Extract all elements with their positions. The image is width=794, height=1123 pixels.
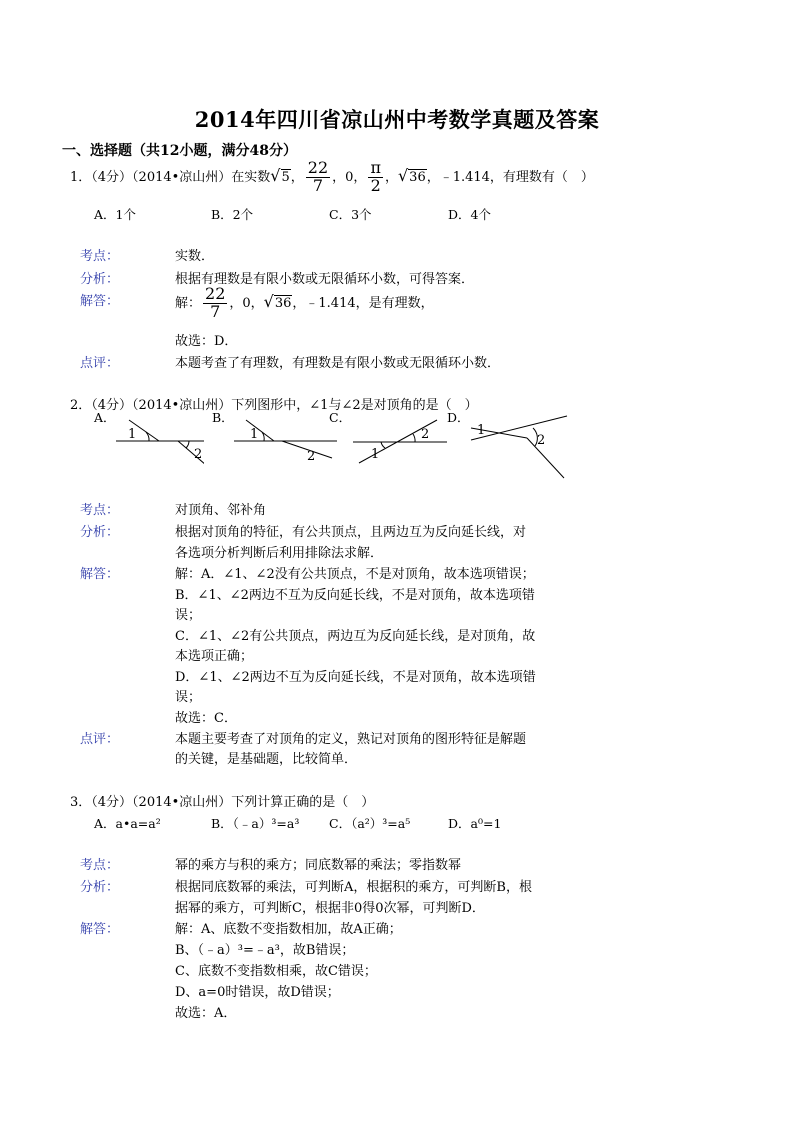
angle-1-label: 1 (371, 447, 380, 462)
q1-jieda-label: 解答： (80, 294, 120, 309)
angle-2-label: 2 (194, 447, 203, 462)
figure-b-letter: B． (212, 410, 234, 425)
option-a: A．a•a=a² (94, 816, 161, 831)
page-title: 2014年四川省凉山州中考数学真题及答案 (194, 107, 600, 132)
q2-fenxi-line-1: 根据对顶角的特征，有公共顶点，且两边互为反向延长线，对 (175, 525, 527, 540)
q2-dianping-line-1: 本题主要考查了对顶角的定义，熟记对顶角的图形特征是解题 (175, 732, 527, 747)
q1-dianping: 本题考查了有理数，有理数是有限小数或无限循环小数． (175, 356, 501, 371)
figure-c (329, 408, 451, 468)
q2-dianping-label: 点评： (80, 732, 120, 747)
section-title: 一、选择题（共12小题，满分48分） (62, 143, 297, 159)
q1-kaodian: 实数． (175, 249, 215, 264)
q3-fenxi-label: 分析： (80, 880, 120, 895)
option-c: C．（a²）³=a⁵ (329, 816, 411, 831)
q2-dianping-line-2: 的关键，是基础题，比较简单． (175, 752, 358, 767)
question-1-stem: 1．（4分）（2014•凉山州）在实数√5， $\frac{22}{7}$ ，0， $\frac{\pi}{2}$ ，√36，﹣1.414，有理数有（ ） (70, 158, 594, 195)
q1-fenxi-label: 分析： (80, 272, 120, 287)
q1-dianping-label: 点评： (80, 356, 120, 371)
figure-a (94, 408, 204, 468)
q2-jieda-line: 解：A．∠1、∠2没有公共顶点，不是对顶角，故本选项错误； (175, 567, 535, 582)
q3-kaodian-label: 考点： (80, 858, 120, 873)
figure-b (212, 408, 337, 468)
q2-jieda-line: 本选项正确； (175, 649, 254, 664)
q1-fenxi: 根据有理数是有限小数或无限循环小数，可得答案． (175, 272, 475, 287)
q2-fenxi-label: 分析： (80, 525, 120, 540)
q1-kaodian-label: 考点： (80, 249, 120, 264)
angle-1-label: 1 (128, 427, 137, 442)
q1-jieda: 解： $\frac{22}{7}$ ，0，√36，﹣1.414，是有理数， (175, 284, 434, 321)
option-c: C．3个 (329, 207, 372, 222)
q3-fenxi-line-2: 据幂的乘方，可判断C，根据非0得0次幂，可判断D． (175, 901, 485, 916)
q3-jieda-line: D、a=0时错误，故D错误； (175, 985, 340, 1000)
figure-b-drawing (212, 408, 337, 468)
q1-jieda-choice: 故选：D． (175, 334, 238, 349)
angle-2-label: 2 (421, 427, 430, 442)
q3-jieda-line: B、（﹣a）³=﹣a³，故B错误； (175, 943, 355, 958)
angle-2-label: 2 (537, 433, 546, 448)
figure-d (447, 408, 572, 484)
figure-c-letter: C． (329, 410, 352, 425)
q2-jieda-line: D．∠1、∠2两边不互为反向延长线，不是对顶角，故本选项错 (175, 670, 536, 685)
q3-kaodian: 幂的乘方与积的乘方；同底数幂的乘法；零指数幂 (175, 858, 462, 873)
angle-1-label: 1 (477, 423, 486, 438)
figure-a-letter: A． (94, 410, 116, 425)
q3-jieda-line: C、底数不变指数相乘，故C错误； (175, 964, 377, 979)
figure-d-drawing (447, 408, 572, 484)
option-b: B．（﹣a）³=a³ (211, 816, 300, 831)
q2-jieda-line: 误； (175, 690, 202, 705)
option-d: D．4个 (448, 207, 491, 222)
figure-c-drawing (329, 408, 451, 468)
q2-jieda-line: C．∠1、∠2有公共顶点，两边互为反向延长线，是对顶角，故 (175, 629, 536, 644)
question-3-stem: 3．（4分）（2014•凉山州）下列计算正确的是（ ） (70, 795, 375, 810)
figure-d-letter: D． (447, 410, 470, 425)
angle-1-label: 1 (250, 427, 259, 442)
q3-fenxi-line-1: 根据同底数幂的乘法，可判断A，根据积的乘方，可判断B，根 (175, 880, 532, 895)
q3-jieda-label: 解答： (80, 922, 120, 937)
option-b: B．2个 (211, 207, 254, 222)
q2-kaodian: 对顶角、邻补角 (175, 503, 267, 518)
q2-jieda-label: 解答： (80, 567, 120, 582)
figure-a-drawing (94, 408, 204, 468)
q3-jieda-line: 解：A、底数不变指数相加，故A正确； (175, 922, 402, 937)
q2-jieda-line: B．∠1、∠2两边不互为反向延长线，不是对顶角，故本选项错 (175, 588, 535, 603)
question-2-stem: 2．（4分）（2014•凉山州）下列图形中，∠1与∠2是对顶角的是（ ） (70, 398, 478, 413)
option-d: D．a⁰=1 (448, 816, 502, 831)
angle-2-label: 2 (307, 449, 316, 464)
q2-jieda-line: 误； (175, 608, 202, 623)
q2-kaodian-label: 考点： (80, 503, 120, 518)
q3-jieda-line: 故选：A． (175, 1006, 237, 1021)
option-a: A．1个 (94, 207, 136, 222)
q2-jieda-line: 故选：C． (175, 711, 237, 726)
q2-fenxi-line-2: 各选项分析判断后利用排除法求解． (175, 546, 384, 561)
